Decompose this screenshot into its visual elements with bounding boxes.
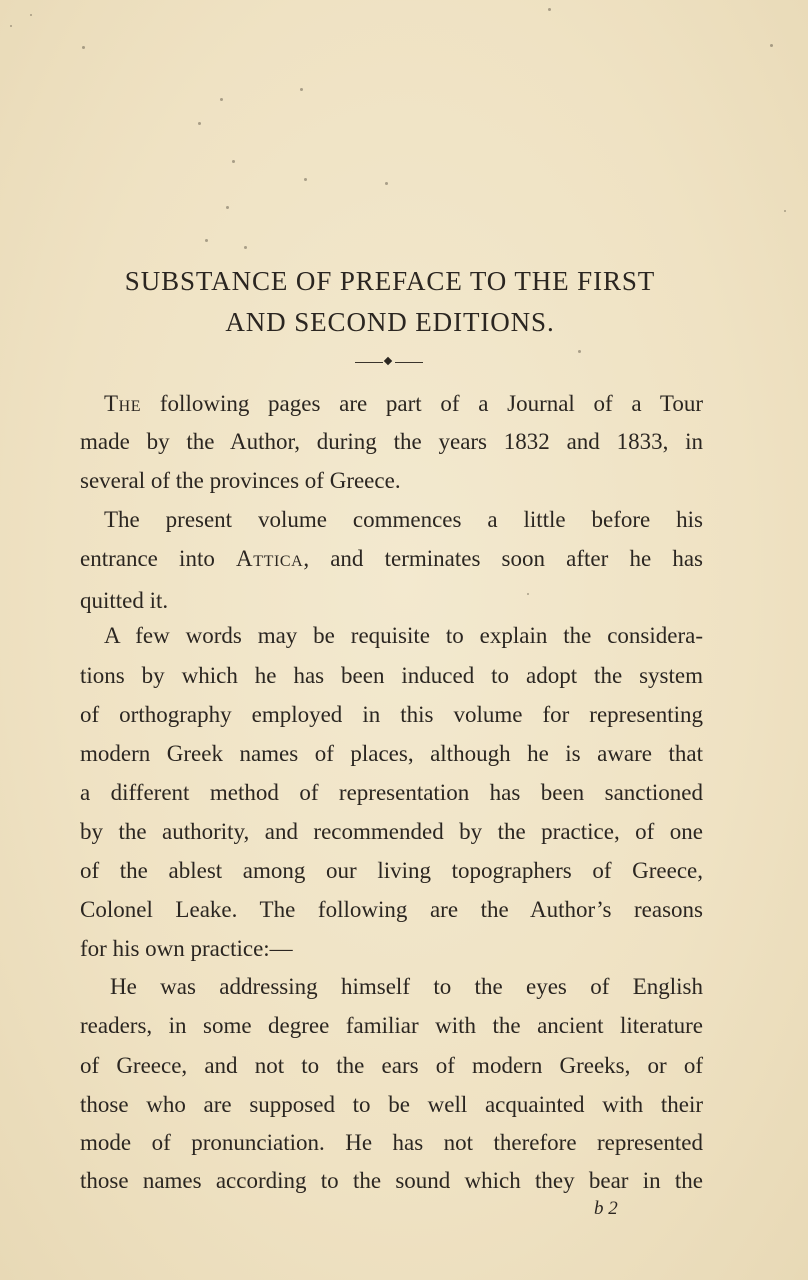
signature-mark: b 2 <box>594 1198 618 1219</box>
text-line: entrance into Attica, and terminates soon after he has <box>80 546 703 571</box>
text-line: for his own practice:— <box>80 936 293 961</box>
text-line: by the authority, and recommended by the practice, of one <box>80 819 703 844</box>
text-line: quitted it. <box>80 588 169 613</box>
text-line: Colonel Leake. The following are the Author’s reasons <box>80 897 703 922</box>
text-line: of Greece, and not to the ears of modern Greeks, or of <box>80 1053 703 1078</box>
text-line: of orthography employed in this volume for representing <box>80 702 703 727</box>
text-line: mode of pronunciation. He has not therefore represented <box>80 1130 703 1155</box>
chapter-title-line-1: SUBSTANCE OF PREFACE TO THE FIRST <box>124 266 656 296</box>
text-line: those who are supposed to be well acquainted with their <box>80 1092 703 1117</box>
text-line: made by the Author, during the years 1832 and 1833, in <box>80 429 703 454</box>
text-line: The following pages are part of a Journal of a Tour <box>104 391 703 416</box>
text-line: several of the provinces of Greece. <box>80 468 401 493</box>
text-line: A few words may be requisite to explain the considera- <box>104 623 703 648</box>
chapter-title-line-2: AND SECOND EDITIONS. <box>225 307 555 337</box>
text-line: readers, in some degree familiar with the ancient literature <box>80 1013 703 1038</box>
text-line: of the ablest among our living topographers of Greece, <box>80 858 703 883</box>
text-line: He was addressing himself to the eyes of English <box>110 974 703 999</box>
text-line: modern Greek names of places, although he is aware that <box>80 741 703 766</box>
text-line: The present volume commences a little before his <box>104 507 703 532</box>
title-ornament-rule <box>355 357 423 367</box>
place-name-attica: Attica <box>236 546 304 571</box>
text-line: a different method of representation has been sanctioned <box>80 780 703 805</box>
drop-lead-word: The <box>104 391 142 416</box>
text-line: those names according to the sound which they bear in the <box>80 1168 703 1193</box>
text-line: tions by which he has been induced to adopt the system <box>80 663 703 688</box>
